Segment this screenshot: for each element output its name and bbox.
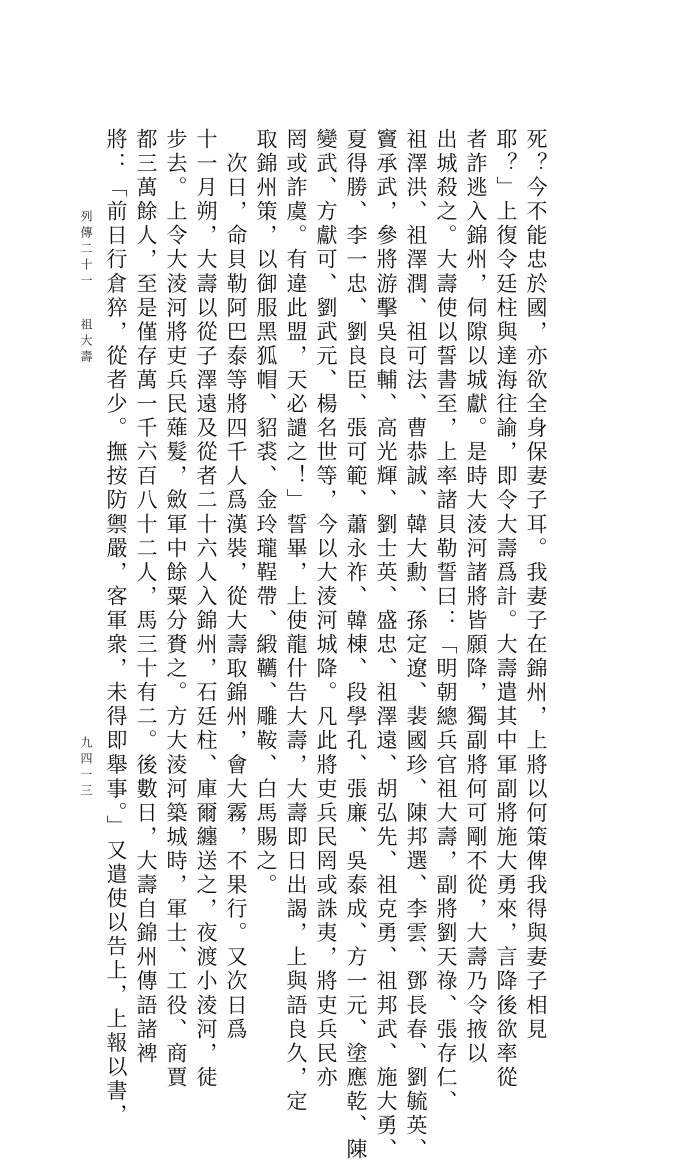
text-column: 耶？」上復令廷柱與達海往諭，即令大壽爲計。大壽遣其中軍副將施大勇來，言降後欲率從: [494, 128, 518, 1090]
text-column: 將：「前日行倉猝，從者少。撫按防禦嚴，客軍衆，未得即舉事。」又遣使以告上，上報以書，: [104, 128, 128, 1128]
text-column: 十一月朔，大壽以從子澤遠及從者二十六人入錦州，石廷柱、庫爾纏送之，夜渡小淩河，徒: [194, 128, 218, 1090]
text-column: 死？今不能忠於國，亦欲全身保妻子耳。我妻子在錦州，上將以何策俾我得與妻子相見: [524, 128, 548, 1042]
text-column: 變武、方獻可、劉武元、楊名世等，今以大淩河城降。凡此將吏兵民罔或誅夷，將吏兵民亦: [314, 128, 338, 1090]
text-column: 都三萬餘人，至是僅存萬一千六百八十二人，馬三十有二。後數日，大壽自錦州傳語諸裨: [134, 128, 158, 1066]
page-number: 九四一三: [79, 736, 93, 800]
text-column: 祖澤洪、祖澤潤、祖可法、曹恭誠、韓大勳、孫定遼、裴國珍、陳邦選、李雲、鄧長春、劉毓英、: [404, 128, 428, 1162]
text-column: 取錦州策，以御服黑狐帽、貂裘、金玲瓏鞓帶、緞韉、雕鞍、白馬賜之。: [254, 128, 278, 898]
text-column: 次日，命貝勒阿巴泰等將四千人爲漢裝，從大壽取錦州，會大霧，不果行。又次日爲: [224, 128, 248, 1042]
running-head-subject: 祖大壽: [79, 318, 93, 366]
running-head-chapter: 列傳二十一: [79, 210, 93, 290]
text-column: 夏得勝、李一忠、劉良臣、張可範、蕭永祚、韓棟、段學孔、張廉、吳泰成、方一元、塗應乾、陳: [344, 128, 368, 1162]
text-column: 出城殺之。大壽使以誓書至，上率諸貝勒誓曰：「明朝總兵官祖大壽，副將劉天祿、張存仁、: [434, 128, 458, 1115]
text-column: 步去。上令大淩河將吏兵民薙髮，斂軍中餘粟分賚之。方大淩河築城時，軍士、工役、商賈: [164, 128, 188, 1090]
text-column: 罔或詐虞。有違此盟，天必譴之！」誓畢，上使龍什告大壽，大壽即日出謁，上與語良久，定: [284, 128, 308, 1115]
text-column: 者詐逃入錦州，伺隙以城獻。是時大淩河諸將皆願降，獨副將何可剛不從，大壽乃令掖以: [464, 128, 488, 1066]
text-column: 竇承武，參將游擊吳良輔、高光輝、劉士英、盛忠、祖澤遠、胡弘先、祖克勇、祖邦武、施大勇、: [374, 128, 398, 1162]
